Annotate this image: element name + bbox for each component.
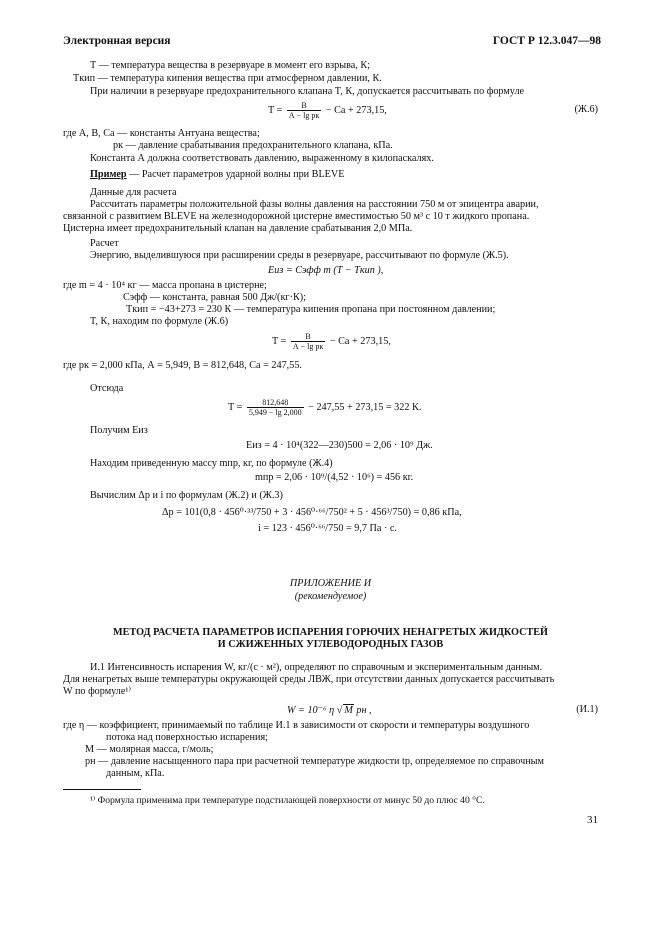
formula-number: (Ж.6) [574,104,598,115]
text-line: данным, кПа. [106,768,165,779]
header-left: Электронная версия [63,35,171,47]
text-line: pн — давление насыщенного пара при расчетной температуре жидкости tр, определяемое по справочным [85,756,544,767]
text-line: И.1 Интенсивность испарения W, кг/(с · м²), определяют по справочным и экспериментальным данным. [90,662,543,673]
formula-pressure: Δp = 101(0,8 · 456⁰·³³/750 + 3 · 456⁰·⁶⁶/750² + 5 · 456³/750) = 0,86 кПа, [162,507,462,518]
formula-fraction [247,398,304,417]
formula-zh6-repeat [272,332,391,351]
example-text: — Расчет параметров ударной волны при BLEVE [126,169,345,180]
text-line: Cэфф — константа, равная 500 Дж/(кг·К); [123,292,306,303]
text-line: где А, В, Са — константы Антуана вещества; [63,128,260,139]
example-line [90,169,345,181]
section-heading: И СЖИЖЕННЫХ УГЛЕВОДОРОДНЫХ ГАЗОВ [217,639,444,650]
text-line: Вычислим Δp и i по формулам (Ж.2) и (Ж.3) [90,490,283,501]
formula-impulse: i = 123 · 456⁰·⁶⁶/750 = 9,7 Па · с. [258,523,397,534]
page-number: 31 [587,814,598,826]
formula-temperature [228,398,421,417]
formula-rhs: − Са + 273,15, [329,335,391,347]
example-label: Пример [90,169,127,180]
text-line: Рассчитать параметры положительной фазы волны давления на расстоянии 750 м от эпицентра аварии, [90,199,539,210]
formula-lhs: T = [268,104,283,116]
formula-energy-value: Eиз = 4 · 10⁴(322—230)500 = 2,06 · 10⁹ Дж. [246,440,433,451]
appendix-title: ПРИЛОЖЕНИЕ И [289,578,372,589]
sqrt-argument: M [344,705,353,716]
formula-lhs: T = [228,401,243,413]
formula-lhs: W = 10⁻⁶ η [287,705,335,716]
formula-number: (И.1) [576,704,598,715]
section-heading: МЕТОД РАСЧЕТА ПАРАМЕТРОВ ИСПАРЕНИЯ ГОРЮЧИХ НЕНАГРЕТЫХ ЖИДКОСТЕЙ [113,627,548,638]
footnote-divider [63,789,141,790]
text-line: Находим приведенную массу mпр, кг, по формуле (Ж.4) [90,458,333,469]
formula-energy: Eиз = Cэфф m (T − Tкип ), [268,265,384,276]
text-line: T — температура вещества в резервуаре в момент его взрыва, К; [90,60,370,71]
text-line: Tкип = −43+273 = 230 К — температура кипения пропана при постоянном давлении; [126,304,496,315]
header-right: ГОСТ Р 12.3.047—98 [492,35,601,47]
formula-rhs: pн , [353,705,372,716]
formula-zh6 [268,101,387,120]
text-line: где m = 4 · 10⁴ кг — масса пропана в цистерне; [63,280,267,291]
text-line: Отсюда [90,383,124,394]
formula-lhs: T = [272,335,287,347]
text-line: Tкип — температура кипения вещества при атмосферном давлении, К. [73,73,382,84]
formula-rhs: − 247,55 + 273,15 = 322 К. [308,401,422,413]
fraction-numerator: В [287,101,321,111]
text-line: Данные для расчета [90,187,177,198]
footnote: ¹⁾ Формула применима при температуре подстилающей поверхности от минус 50 до плюс 40 °С. [90,795,485,806]
text-line: pк — давление срабатывания предохранительного клапана, кПа. [113,140,393,151]
fraction-denominator: А − lg pк [292,342,324,351]
formula-reduced-mass: mпр = 2,06 · 10⁹/(4,52 · 10⁶) = 456 кг. [255,472,414,483]
text-line: W по формуле¹⁾ [63,686,131,697]
text-line: Энергию, выделившуюся при расширении среды в резервуаре, рассчитывают по формуле (Ж.5). [90,250,509,261]
appendix-subtitle: (рекомендуемое) [294,591,367,602]
text-line: связанной с развитием BLEVE на железнодорожной цистерне вместимостью 50 м³ с 10 т жидкого пропана. [63,211,530,222]
text-line: T, К, находим по формуле (Ж.6) [90,316,229,327]
fraction-numerator: В [291,332,325,342]
text-line: где pк = 2,000 кПа, А = 5,949, В = 812,648, Са = 247,55. [63,360,302,371]
text-line: Константа А должна соответствовать давлению, выраженному в килопаскалях. [90,153,434,164]
formula-fraction [291,332,325,351]
text-line: потока над поверхностью испарения; [106,732,268,743]
text-line: Получим Eиз [90,425,148,436]
text-line: где η — коэффициент, принимаемый по таблице И.1 в зависимости от скорости и температуры воздушного [63,720,530,731]
formula-rhs: − Са + 273,15, [325,104,387,116]
text-line: Цистерна имеет предохранительный клапан на давление срабатывания 2,0 МПа. [63,223,413,234]
text-line: M — молярная масса, г/моль; [85,744,214,755]
sqrt-symbol: √ [336,705,343,716]
text-line: При наличии в резервуаре предохранительного клапана T, К, допускается рассчитывать по формуле [90,86,525,97]
fraction-denominator: А − lg pк [288,111,320,120]
fraction-denominator: 5,949 − lg 2,000 [248,408,302,417]
fraction-numerator: 812,648 [247,398,304,408]
text-line: Расчет [90,238,119,249]
text-line: Для ненагретых выше температуры окружающей среды ЛВЖ, при отсутствии данных допускается рассчитывать [63,674,555,685]
formula-fraction [287,101,321,120]
formula-evaporation [287,704,372,717]
